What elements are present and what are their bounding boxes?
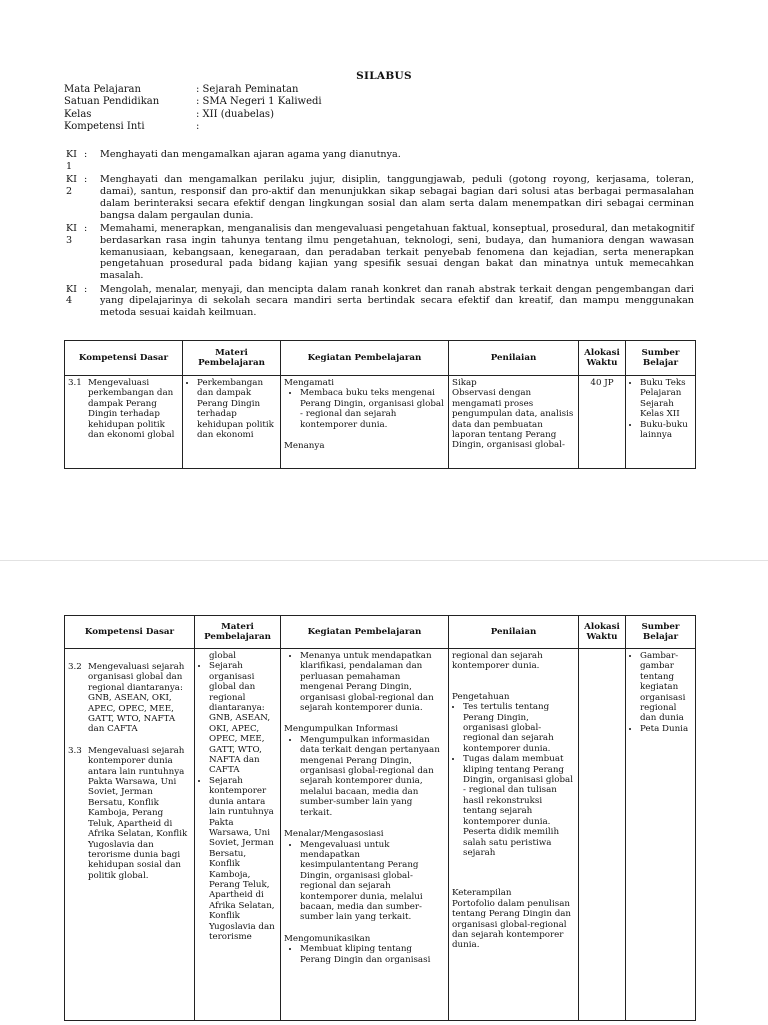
header-penilaian: Penilaian: [449, 341, 579, 376]
identity-value: : XII (duabelas): [196, 108, 274, 120]
header-kegiatan: Kegiatan Pembelajaran: [281, 341, 449, 376]
kegiatan-heading: Menalar/Mengasosiasi: [284, 829, 384, 840]
ki-item: KI 3 : Memahami, menerapkan, menganalisis dan mengevaluasi pengetahuan faktual, konseptual, prosedural, dan metakognitif berdasarkan rasa ingin tahunya tentang ilmu pengetahuan, teknologi, seni, budaya, dan humaniora dengan wawasan kemanusiaan, kebangsaan, kenegaraan, dan peradaban terkait penyebab fenomena dan kejadian, serta menerapkan pengetahuan prosedural pada bidang kajian yang spesifik sesuai dengan bakat dan minatnya untuk memecahkan masalah.: [66, 223, 694, 282]
kegiatan-heading: Mengomunikasikan: [284, 933, 371, 944]
penilaian-continued: regional dan sejarah kontemporer dunia.: [452, 651, 543, 672]
kd-cell: [65, 376, 183, 469]
header-kompetensi-dasar: Kompetensi Dasar: [65, 616, 195, 649]
kd-text: Mengevaluasi sejarah organisasi global dan regional diantaranya: GNB, ASEAN, OKI, APEC, OPEC, MEE, GATT, WTO, NAFTA dan CAFTA: [88, 662, 185, 735]
header-sumber: Sumber Belajar: [626, 341, 696, 376]
identity-value: : Sejarah Peminatan: [196, 84, 299, 95]
table-header-row: [65, 616, 696, 649]
materi-cell: [195, 649, 281, 1021]
penilaian-item: • Tes tertulis tentang Perang Dingin, organisasi global-regional dan sejarah kontemporer dunia.: [463, 702, 575, 754]
kegiatan-heading: Menanya: [284, 441, 325, 452]
header-materi: Materi Pembelajaran: [195, 616, 281, 649]
identity-row: [64, 109, 322, 121]
header-penilaian: Penilaian: [449, 616, 579, 649]
header-alokasi: Alokasi Waktu: [579, 616, 626, 649]
materi-item: • Sejarah kontemporer dunia antara lain runtuhnya Pakta Warsawa, Uni Soviet, Jerman Bersatu, Konflik Kamboja, Perang Teluk, Apartheid di Afrika Selatan, Konflik Yugoslavia dan terorisme: [209, 776, 277, 943]
sumber-cell: [626, 376, 696, 469]
materi-item: • Perkembangan dan dampak Perang Dingin terhadap kehidupan politik dan ekonomi: [197, 378, 277, 440]
sumber-item: • Peta Dunia: [640, 724, 692, 734]
kd-number: 3.2: [68, 662, 82, 672]
identity-label: Mata Pelajaran: [64, 84, 141, 95]
sumber-item: • Buku-buku lainnya: [640, 420, 692, 441]
ki-text: Mengolah, menalar, menyaji, dan mencipta dalam ranah konkret dan ranah abstrak terkait dengan pengembangan dari yang dipelajarinya di sekolah secara mandiri serta bertindak secara efektif dan kreatif, dan mampu menggunakan metoda sesuai kaidah keilmuan.: [100, 283, 694, 319]
identity-value: : SMA Negeri 1 Kaliwedi: [196, 96, 322, 108]
ki-item: KI 4 : Mengolah, menalar, menyaji, dan mencipta dalam ranah konkret dan ranah abstrak terkait dengan pengembangan dari yang dipelajarinya di sekolah secara mandiri serta bertindak secara efektif dan kreatif, dan mampu menggunakan metoda sesuai kaidah keilmuan.: [66, 283, 694, 319]
kd-cell: [65, 649, 195, 1021]
sumber-cell: [626, 649, 696, 1021]
document-title: SILABUS: [356, 70, 412, 82]
penilaian-text: Observasi dengan mengamati proses pengumpulan data, analisis data dan pembuatan laporan tentang Perang Dingin, organisasi global-: [452, 388, 574, 451]
ki-code: KI 2: [66, 174, 77, 198]
kegiatan-heading: Mengumpulkan Informasi: [284, 724, 399, 735]
materi-cell: [183, 376, 281, 469]
header-kompetensi-dasar: Kompetensi Dasar: [65, 341, 183, 376]
table-row: [65, 649, 696, 1021]
penilaian-item: • Tugas dalam membuat kliping tentang Perang Dingin, organisasi global - regional dan tulisan hasil rekonstruksi tentang sejarah kontemporer dunia. Peserta didik memilih salah satu peristiwa sejarah: [463, 754, 575, 858]
alokasi-cell: 40 JP: [579, 376, 626, 469]
ki-item: KI 1 : Menghayati dan mengamalkan ajaran agama yang dianutnya.: [66, 149, 694, 172]
penilaian-cell: [449, 649, 579, 1021]
header-kegiatan: Kegiatan Pembelajaran: [281, 616, 449, 649]
ki-code: KI 4: [66, 283, 77, 307]
identity-label: Kelas: [64, 108, 92, 120]
kegiatan-item: • Membuat kliping tentang Perang Dingin dan organisasi: [300, 944, 445, 965]
ki-text: Menghayati dan mengamalkan perilaku jujur, disiplin, tanggungjawab, peduli (gotong royong, kerjasama, toleran, damai), santun, responsif dan pro-aktif dan menunjukkan sikap sebagai bagian dari solusi atas berbagai permasalahan dalam berinteraksi secara efektif dengan lingkungan sosial dan alam serta dalam menempatkan diri sebagai cerminan bangsa dalam pergaulan dunia.: [100, 174, 694, 221]
alokasi-cell: [579, 649, 626, 1021]
header-alokasi: Alokasi Waktu: [579, 341, 626, 376]
kegiatan-item: • Mengumpulkan informasidan data terkait dengan pertanyaan mengenai Perang Dingin, organisasi global-regional dan sejarah kontemporer dunia, melalui bacaan, media dan sumber-sumber lain yang terkait.: [300, 735, 445, 818]
sumber-item: • Gambar-gambar tentang kegiatan organisasi regional dan dunia: [640, 651, 692, 724]
identity-value: :: [196, 121, 200, 133]
ki-item: KI 2 : Menghayati dan mengamalkan perilaku jujur, disiplin, tanggungjawab, peduli (gotong royong, kerjasama, toleran, damai), santun, responsif dan pro-aktif dan menunjukkan sikap sebagai bagian dari solusi atas berbagai permasalahan dalam berinteraksi secara efektif dengan lingkungan sosial dan alam serta dalam menempatkan diri sebagai cerminan bangsa dalam pergaulan dunia.: [66, 174, 694, 221]
kd-text: Mengevaluasi perkembangan dan dampak Perang Dingin terhadap kehidupan politik dan ekonomi global: [88, 378, 175, 441]
kegiatan-item: • Membaca buku teks mengenai Perang Dingin, organisasi global - regional dan sejarah kontemporer dunia.: [300, 388, 445, 430]
kd-number: 3.1: [68, 378, 82, 388]
table-header-row: [65, 341, 696, 376]
identity-label: Satuan Pendidikan: [64, 96, 160, 108]
sumber-item: • Buku Teks Pelajaran Sejarah Kelas XII: [640, 378, 692, 420]
penilaian-text: Portofolio dalam penulisan tentang Perang Dingin dan organisasi global-regional dan sejarah kontemporer dunia.: [452, 898, 572, 951]
header-sumber: Sumber Belajar: [626, 616, 696, 649]
silabus-table-1: [64, 340, 696, 469]
kompetensi-inti-list: [66, 149, 694, 321]
identity-row: [64, 96, 322, 108]
penilaian-heading: Sikap: [452, 378, 477, 388]
materi-item: • Sejarah organisasi global dan regional diantaranya: GNB, ASEAN, OKI, APEC, OPEC, MEE, GATT, WTO, NAFTA dan CAFTA: [209, 661, 277, 775]
identity-row: [64, 121, 322, 133]
ki-text: Menghayati dan mengamalkan ajaran agama yang dianutnya.: [100, 149, 401, 160]
penilaian-heading: Pengetahuan: [452, 691, 510, 702]
kd-number: 3.3: [68, 745, 82, 756]
kegiatan-cell: [281, 376, 449, 469]
ki-code: KI 1: [66, 149, 77, 172]
identity-block: [64, 84, 322, 134]
penilaian-cell: [449, 376, 579, 469]
materi-continued: global: [209, 651, 237, 661]
kegiatan-item: • Mengevaluasi untuk mendapatkan kesimpulantentang Perang Dingin, organisasi global-regional dan sejarah kontemporer dunia, melalui bacaan, media dan sumber-sumber lain yang terkait.: [300, 840, 445, 923]
kegiatan-item: • Menanya untuk mendapatkan klarifikasi, pendalaman dan perluasan pemahaman mengenai Perang Dingin, organisasi global-regional dan sejarah kontemporer dunia.: [300, 651, 445, 713]
identity-row: [64, 84, 322, 96]
kegiatan-heading: Mengamati: [284, 378, 335, 388]
ki-code: KI 3: [66, 223, 77, 246]
kegiatan-cell: [281, 649, 449, 1021]
kd-text: Mengevaluasi sejarah kontemporer dunia antara lain runtuhnya Pakta Warsawa, Uni Soviet, Jerman Bersatu, Konflik Kamboja, Perang Teluk, Apartheid di Afrika Selatan, Konflik Yugoslavia dan terorisme dunia bagi kehidupan sosial dan politik global.: [88, 745, 188, 881]
ki-text: Memahami, menerapkan, menganalisis dan mengevaluasi pengetahuan faktual, konseptual, prosedural, dan metakognitif berdasarkan rasa ingin tahunya tentang ilmu pengetahuan, teknologi, seni, budaya, dan humaniora dengan wawasan kemanusiaan, kebangsaan, kenegaraan, dan peradaban terkait penyebab fenomena dan kejadian, serta menerapkan pengetahuan prosedural pada bidang kajian yang spesifik sesuai dengan bakat dan minatnya untuk memecahkan masalah.: [100, 223, 694, 282]
silabus-table-2: [64, 615, 696, 1021]
penilaian-heading: Keterampilan: [452, 888, 512, 899]
table-row: [65, 376, 696, 469]
identity-label: Kompetensi Inti: [64, 121, 145, 133]
header-materi: Materi Pembelajaran: [183, 341, 281, 376]
